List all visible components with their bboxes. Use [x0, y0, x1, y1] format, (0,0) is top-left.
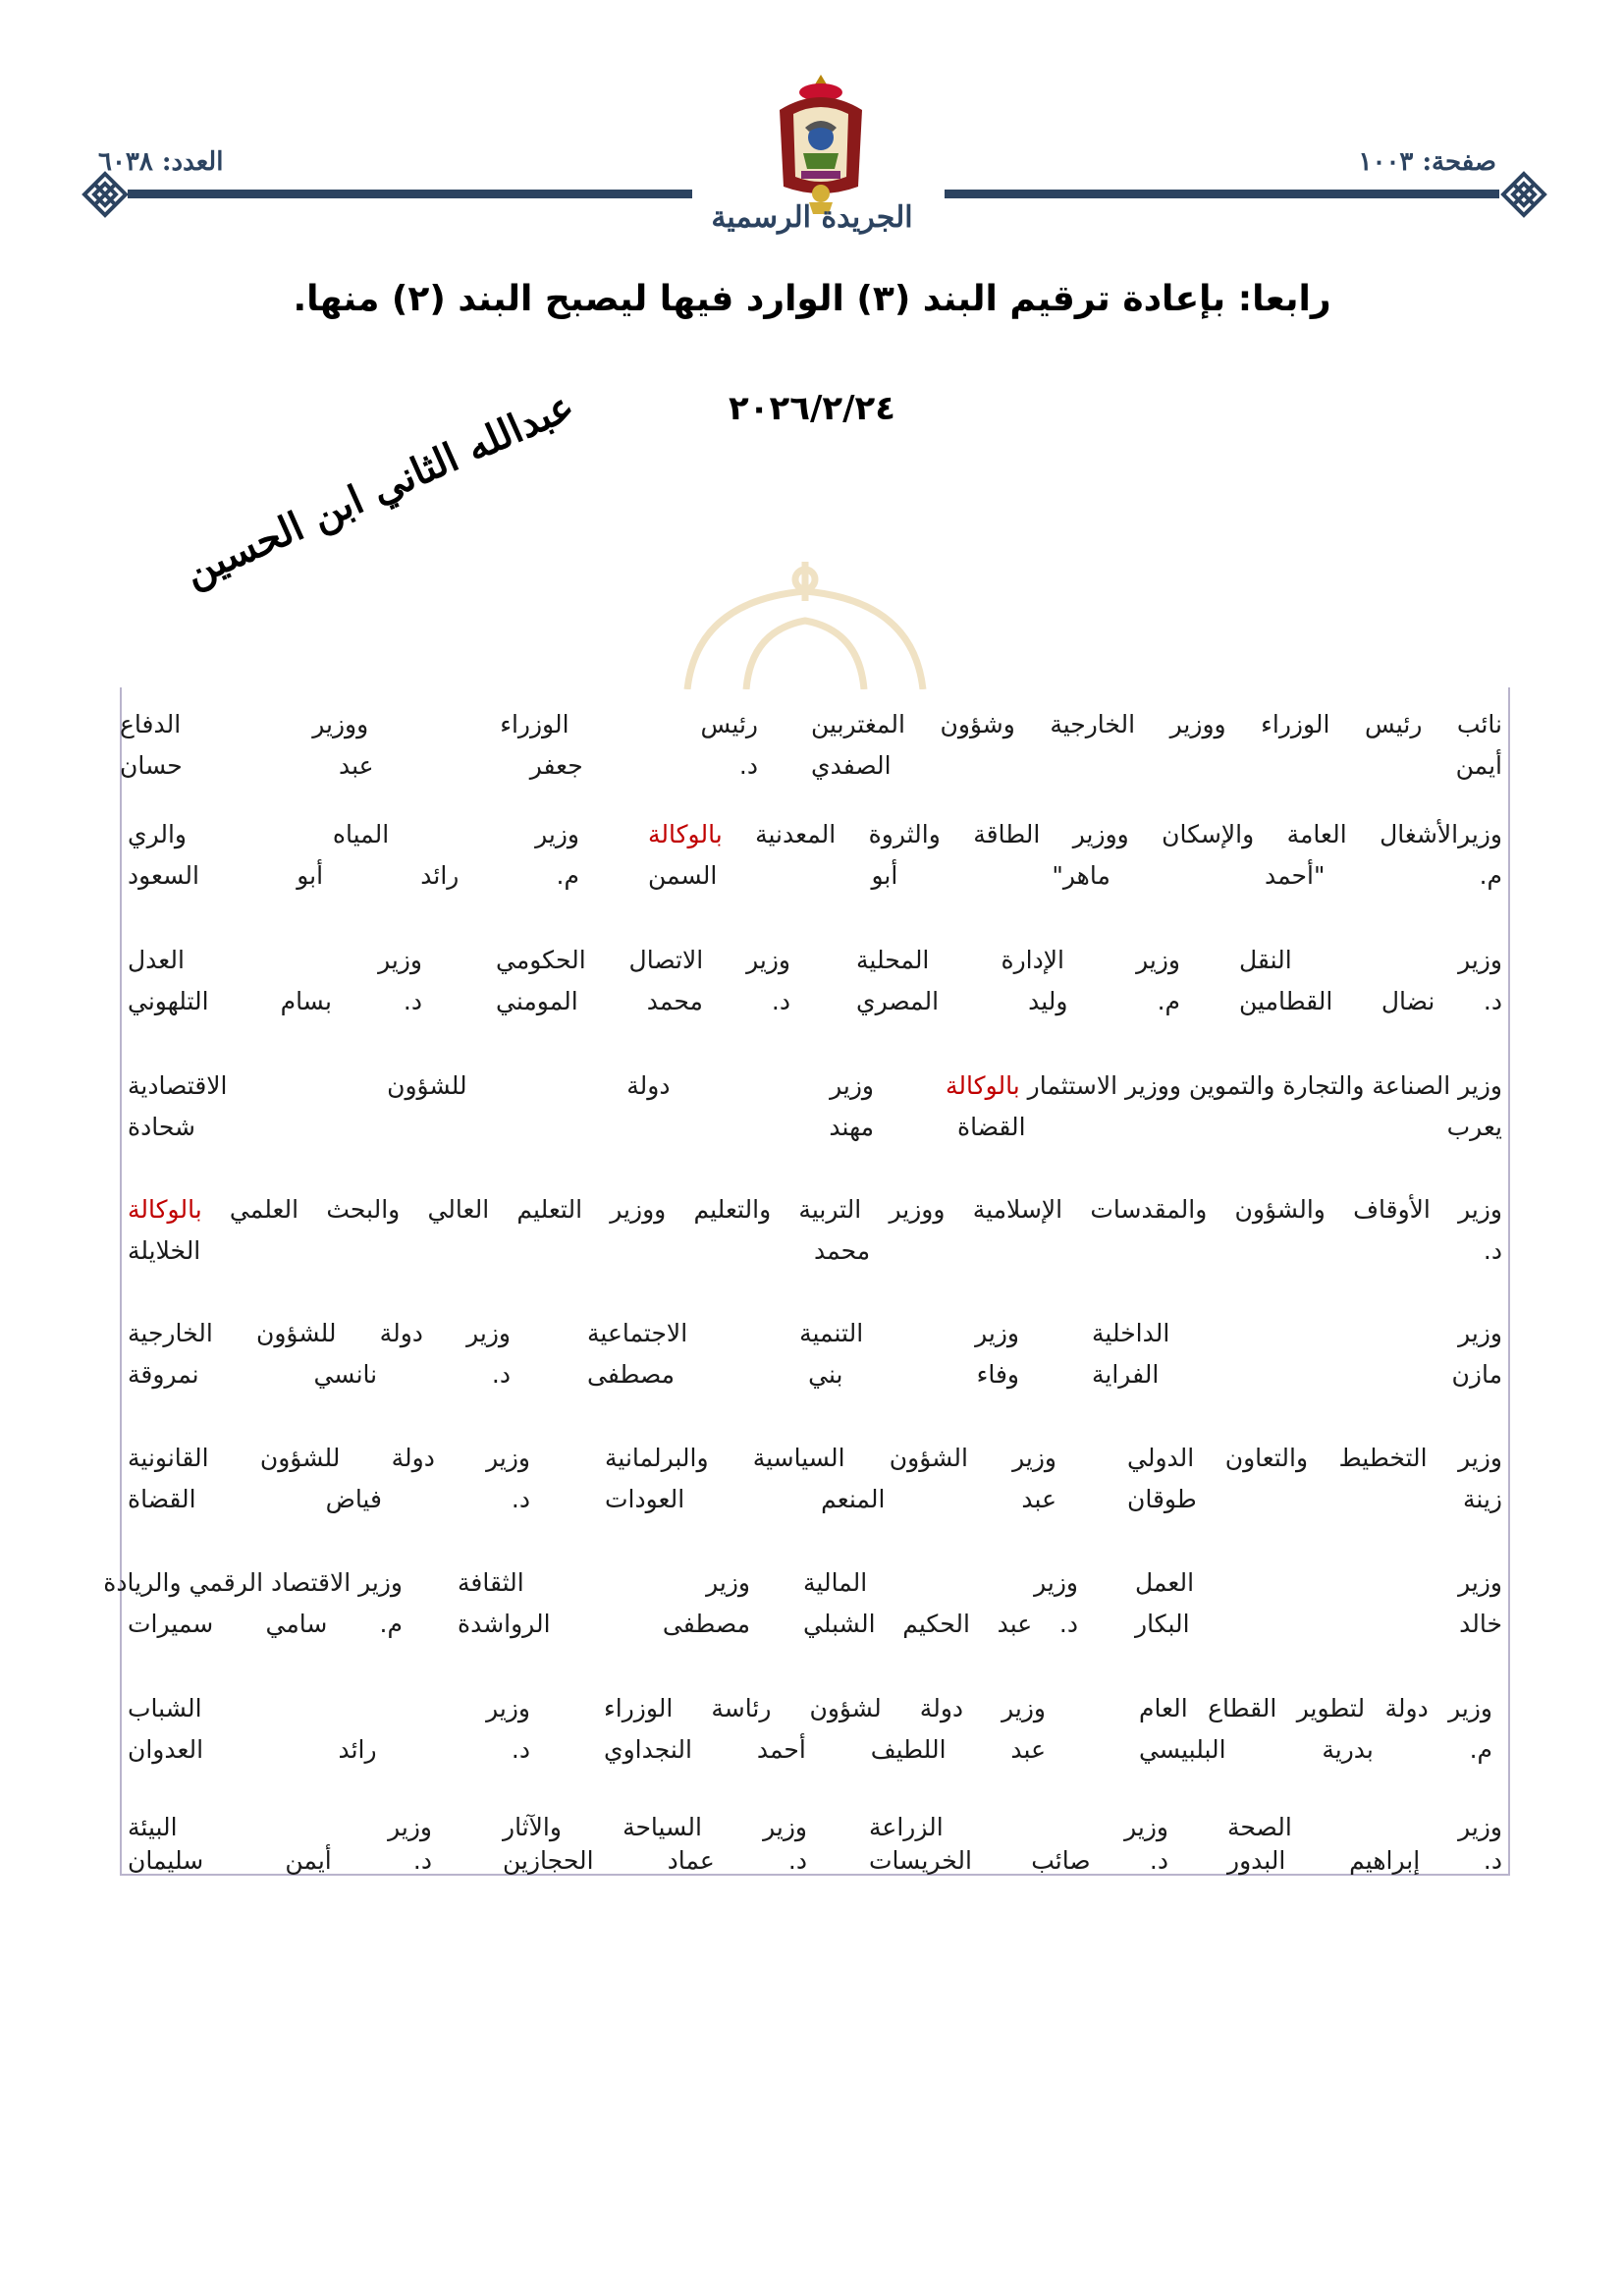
- minister-title: [103, 1563, 403, 1603]
- minister-signature-block: [128, 1689, 530, 1770]
- minister-name: مازن الفراية: [1092, 1360, 1502, 1389]
- minister-title-text: وزير الصناعة والتجارة والتموين ووزير الاستثمار: [1027, 1071, 1502, 1100]
- minister-title-text: رئيس الوزراء ووزير الدفاع: [120, 710, 758, 738]
- minister-title-text: وزير العمل: [1135, 1568, 1502, 1597]
- coat-of-arms-icon: [772, 71, 870, 218]
- minister-title-text: وزير البيئة: [128, 1813, 432, 1841]
- minister-title: [496, 941, 790, 980]
- minister-name: م. "أحمد ماهر" أبو السمن: [648, 861, 1502, 890]
- minister-signature-block: [128, 1190, 1502, 1271]
- minister-title-text: وزير المياه والري: [128, 820, 579, 848]
- minister-signature-block: [1227, 1812, 1502, 1877]
- crown-watermark-icon: [658, 562, 952, 689]
- minister-name: م. سامي سميرات: [128, 1610, 403, 1638]
- minister-title-text: وزير الأوقاف والشؤون والمقدسات الإسلامية ووزير التربية والتعليم ووزير التعليم العالي والبحث العلمي: [229, 1195, 1502, 1224]
- minister-name: أيمن الصفدي: [811, 751, 1502, 780]
- minister-signature-block: [128, 1812, 432, 1877]
- minister-title: [128, 1689, 530, 1728]
- minister-title-text: وزير التخطيط والتعاون الدولي: [1127, 1444, 1502, 1472]
- minister-name: د. بسام التلهوني: [128, 987, 422, 1015]
- minister-title: [946, 1066, 1502, 1106]
- minister-title: [128, 1066, 874, 1106]
- minister-signature-block: [458, 1563, 750, 1644]
- minister-name: د. محمد الخلايلة: [128, 1236, 1502, 1265]
- minister-name: يعرب القضاة: [957, 1113, 1502, 1141]
- acting-mark: بالوكالة: [946, 1071, 1020, 1100]
- issue-number: العدد: ٦٠٣٨: [98, 147, 224, 177]
- minister-title: [1135, 1563, 1502, 1603]
- minister-title-text: وزير الزراعة: [869, 1813, 1168, 1841]
- minister-signature-block: [856, 941, 1180, 1021]
- minister-title: [803, 1563, 1078, 1603]
- royal-signature: عبدالله الثاني ابن الحسين: [177, 382, 581, 596]
- minister-name: عبد المنعم العودات: [605, 1485, 1056, 1513]
- minister-name: د. رائد العدوان: [128, 1735, 530, 1764]
- minister-signature-block: [604, 1689, 1046, 1770]
- minister-title: [128, 1190, 1502, 1230]
- minister-title-text: وزير الإدارة المحلية: [856, 946, 1180, 974]
- minister-title-text: وزير الاقتصاد الرقمي والريادة: [103, 1568, 403, 1597]
- minister-name: د. صائب الخريسات: [869, 1846, 1168, 1875]
- minister-signature-block: [1139, 1689, 1492, 1770]
- minister-title-text: وزير النقل: [1239, 946, 1502, 974]
- minister-signature-block: [1135, 1563, 1502, 1644]
- minister-signature-block: [120, 705, 758, 786]
- minister-name: عبد اللطيف أحمد النجداوي: [604, 1735, 1046, 1764]
- gazette-title: الجريدة الرسمية: [711, 200, 913, 235]
- minister-signature-block: [128, 941, 422, 1021]
- minister-signature-block: [869, 1812, 1168, 1877]
- minister-name: م. وليد المصري: [856, 987, 1180, 1015]
- minister-title: [503, 1812, 807, 1843]
- minister-title-text: وزير الصحة: [1227, 1813, 1502, 1841]
- minister-name: د. أيمن سليمان: [128, 1846, 432, 1875]
- minister-title: [605, 1439, 1056, 1478]
- minister-title-text: وزير الاتصال الحكومي: [496, 946, 790, 974]
- minister-title: [811, 705, 1502, 744]
- minister-title: [458, 1563, 750, 1603]
- minister-name: د. نانسي نمروقة: [128, 1360, 511, 1389]
- minister-title-text: وزير السياحة والآثار: [503, 1813, 807, 1841]
- minister-signature-block: [587, 1314, 1019, 1394]
- minister-title: [1139, 1689, 1492, 1728]
- minister-title-text: وزير دولة للشؤون الخارجية: [128, 1319, 511, 1347]
- minister-name: د. عماد الحجازين: [503, 1846, 807, 1875]
- minister-title-text: وزير التنمية الاجتماعية: [587, 1319, 1019, 1347]
- minister-title-text: وزير الشؤون السياسية والبرلمانية: [605, 1444, 1056, 1472]
- minister-signature-block: [128, 815, 579, 896]
- minister-title-text: وزيرالأشغال العامة والإسكان ووزير الطاقة والثروة المعدنية: [755, 820, 1502, 848]
- minister-title: [856, 941, 1180, 980]
- minister-title-text: وزير دولة للشؤون الاقتصادية: [128, 1071, 874, 1100]
- minister-signature-block: [503, 1812, 807, 1877]
- decree-text: رابعا: بإعادة ترقيم البند (٣) الوارد فيها ليصبح البند (٢) منها.: [293, 279, 1331, 319]
- minister-title: [1239, 941, 1502, 980]
- minister-name: د. إبراهيم البدور: [1227, 1846, 1502, 1875]
- minister-name: د. عبد الحكيم الشبلي: [803, 1610, 1078, 1638]
- minister-title: [128, 1439, 530, 1478]
- minister-name: مهند شحادة: [128, 1113, 874, 1141]
- minister-title-text: وزير الثقافة: [458, 1568, 750, 1597]
- minister-title: [120, 705, 758, 744]
- minister-title: [869, 1812, 1168, 1843]
- minister-signature-block: [128, 1314, 511, 1394]
- minister-title-text: نائب رئيس الوزراء ووزير الخارجية وشؤون المغتربين: [811, 710, 1502, 738]
- minister-title: [1227, 1812, 1502, 1843]
- minister-signature-block: [803, 1563, 1078, 1644]
- minister-name: م. بدرية البلبيسي: [1139, 1735, 1492, 1764]
- minister-signature-block: [648, 815, 1502, 896]
- minister-title: [587, 1314, 1019, 1353]
- minister-title-text: وزير دولة للشؤون القانونية: [128, 1444, 530, 1472]
- minister-name: زينة طوقان: [1127, 1485, 1502, 1513]
- minister-title: [1127, 1439, 1502, 1478]
- minister-title-text: وزير الداخلية: [1092, 1319, 1502, 1347]
- acting-mark: بالوكالة: [128, 1195, 202, 1224]
- page-number: صفحة: ١٠٠٣: [1358, 147, 1496, 177]
- minister-name: مصطفى الرواشدة: [458, 1610, 750, 1638]
- minister-signature-block: [1092, 1314, 1502, 1394]
- minister-signature-block: [1239, 941, 1502, 1021]
- minister-signature-block: [496, 941, 790, 1021]
- minister-title: [128, 815, 579, 854]
- decree-date: ٢٠٢٦/٢/٢٤: [728, 389, 896, 428]
- minister-title-text: وزير العدل: [128, 946, 422, 974]
- minister-name: د. نضال القطامين: [1239, 987, 1502, 1015]
- minister-signature-block: [128, 1066, 874, 1147]
- minister-signature-block: [103, 1563, 403, 1644]
- minister-title-text: وزير الشباب: [128, 1694, 530, 1722]
- minister-signature-block: [1127, 1439, 1502, 1519]
- minister-title: [1092, 1314, 1502, 1353]
- minister-name: م. رائد أبو السعود: [128, 861, 579, 890]
- minister-signature-block: [946, 1066, 1502, 1147]
- minister-name: خالد البكار: [1135, 1610, 1502, 1638]
- header-rule-right: [945, 190, 1499, 198]
- minister-name: د. جعفر عبد حسان: [120, 751, 758, 780]
- minister-signature-block: [811, 705, 1502, 786]
- minister-title-text: وزير دولة لتطوير القطاع العام: [1139, 1694, 1492, 1722]
- minister-title: [648, 815, 1502, 854]
- minister-title: [128, 941, 422, 980]
- minister-title-text: وزير المالية: [803, 1568, 1078, 1597]
- minister-title: [128, 1812, 432, 1843]
- header-rule-left: [128, 190, 692, 198]
- minister-signature-block: [128, 1439, 530, 1519]
- minister-title: [128, 1314, 511, 1353]
- minister-signature-block: [605, 1439, 1056, 1519]
- minister-name: د. فياض القضاة: [128, 1485, 530, 1513]
- minister-name: د. محمد المومني: [496, 987, 790, 1015]
- acting-mark: بالوكالة: [648, 820, 723, 848]
- minister-title-text: وزير دولة لشؤون رئاسة الوزراء: [604, 1694, 1046, 1722]
- minister-title: [604, 1689, 1046, 1728]
- minister-name: وفاء بني مصطفى: [587, 1360, 1019, 1389]
